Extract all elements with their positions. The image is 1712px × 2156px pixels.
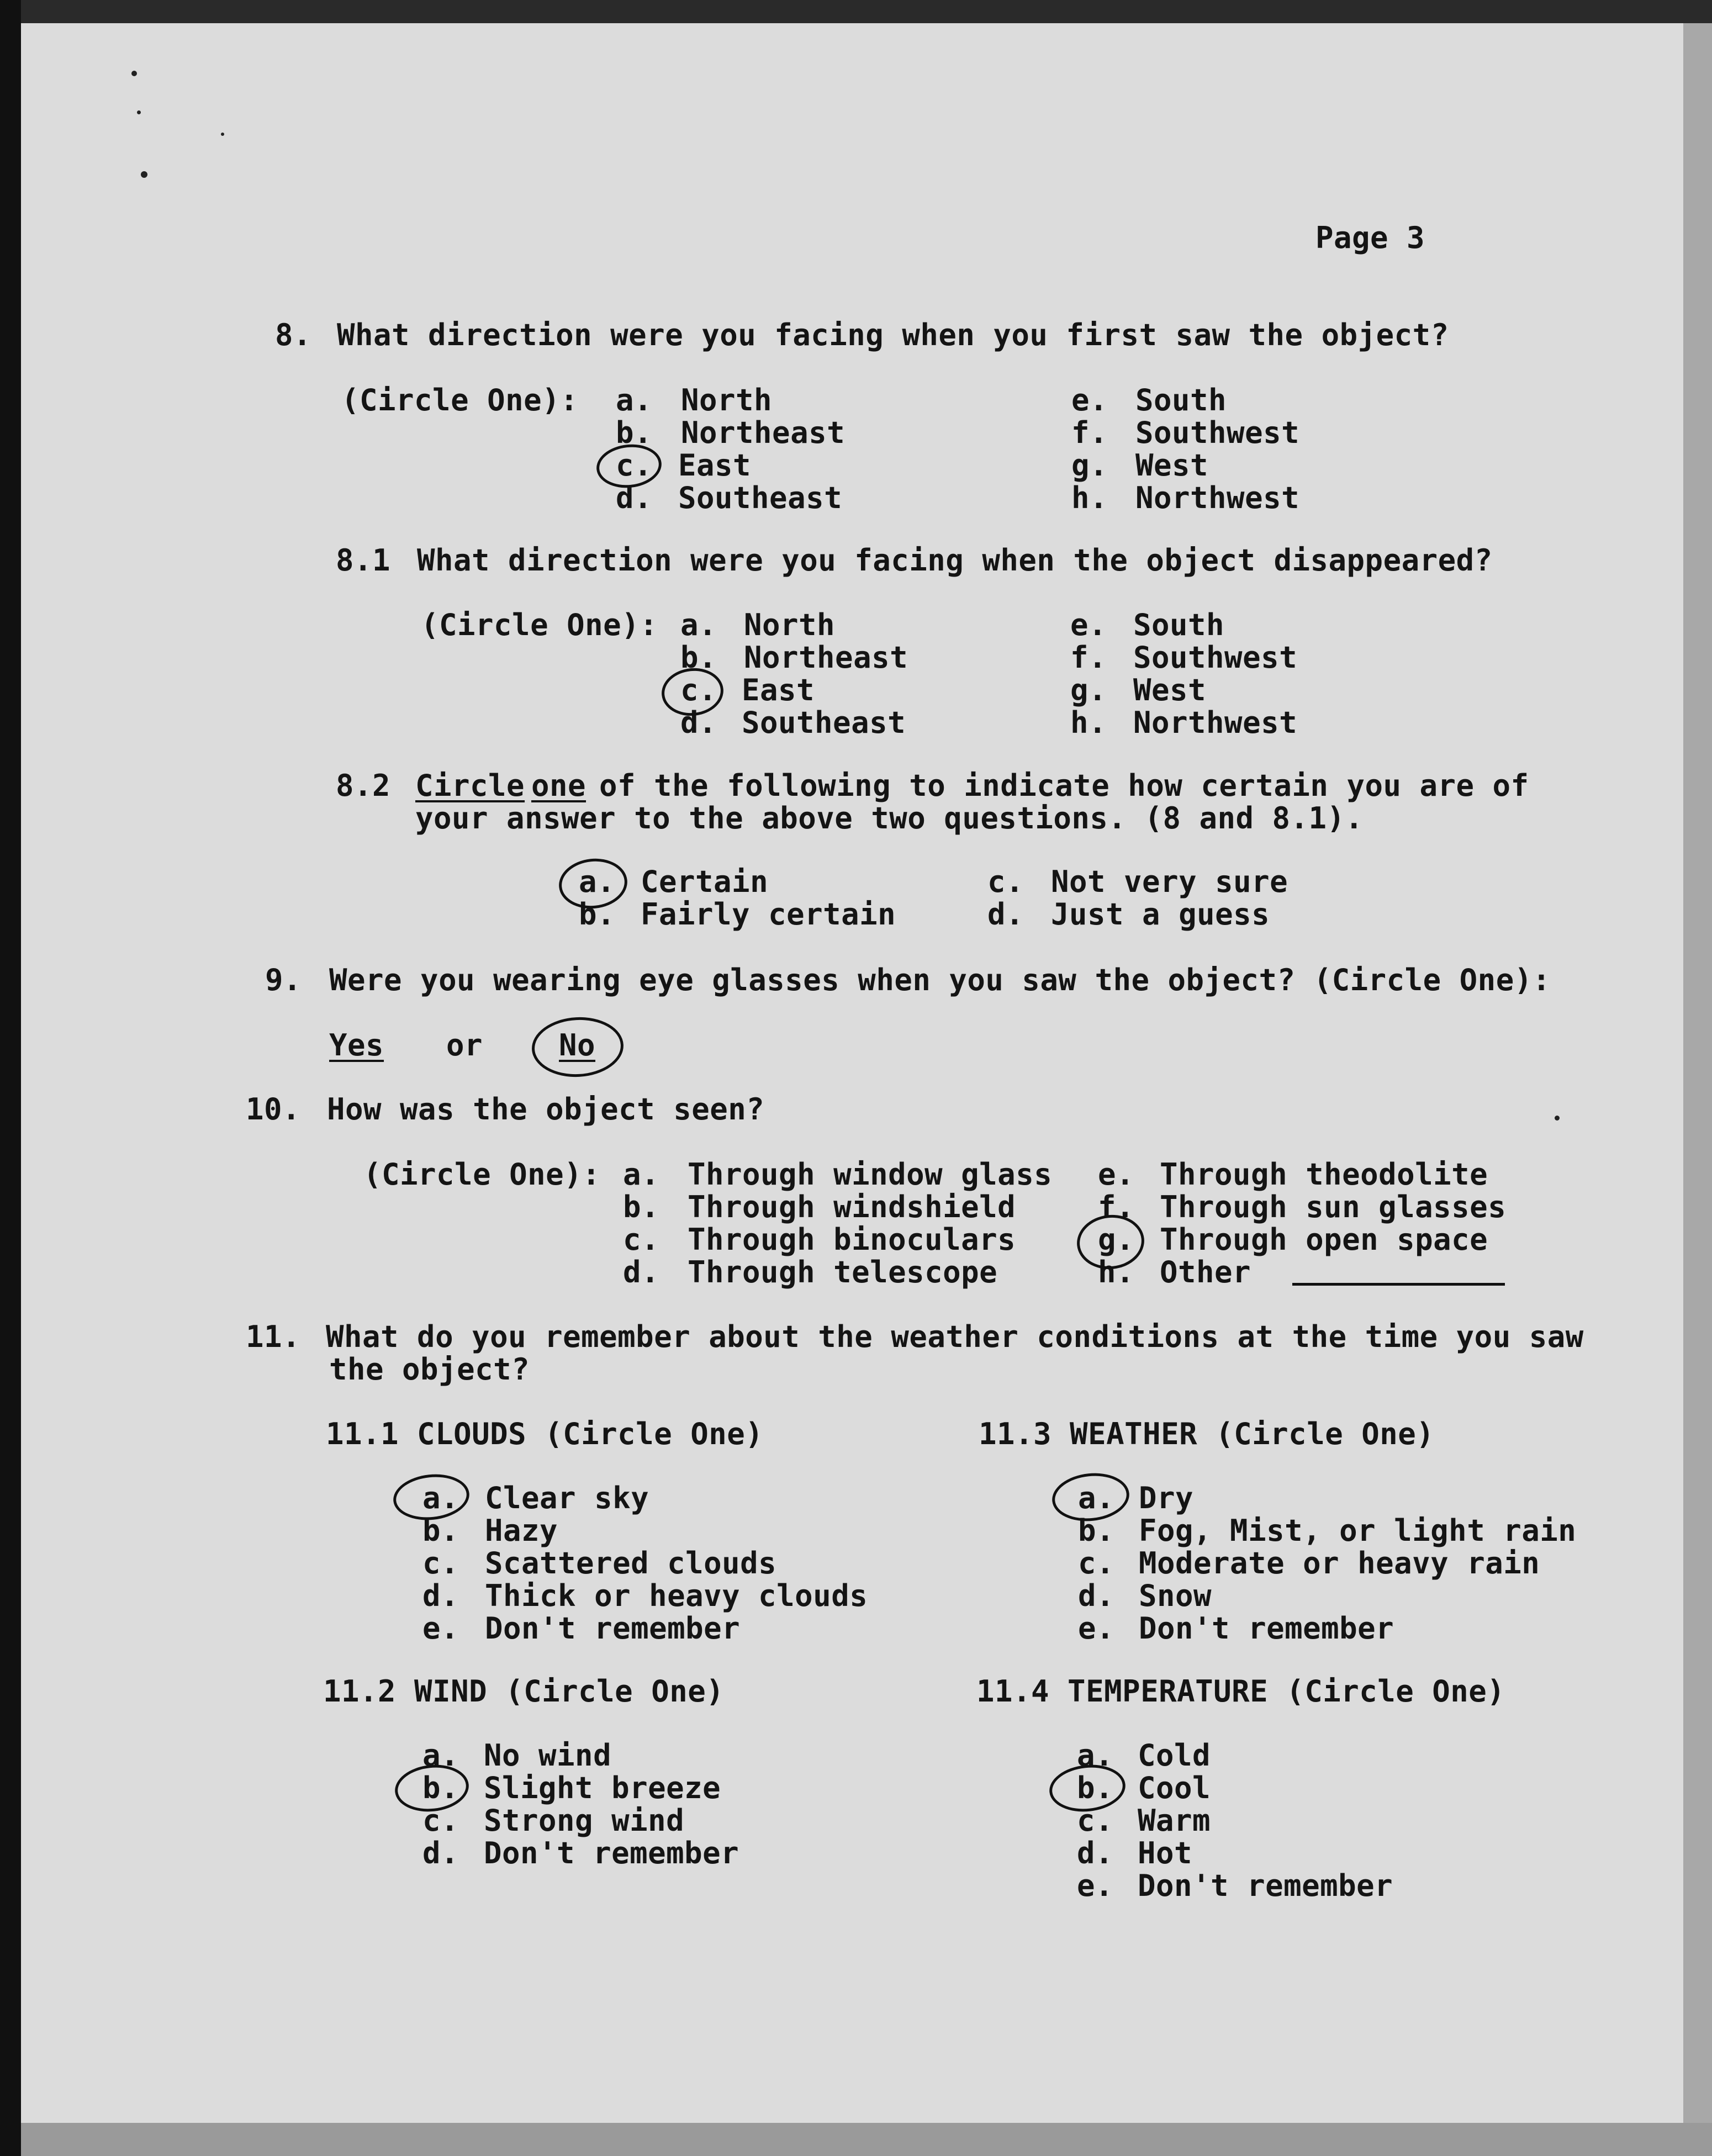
option-label: Through theodolite <box>1160 1157 1488 1192</box>
option-letter: a. <box>1077 1738 1114 1773</box>
option-letter: a. <box>623 1157 660 1192</box>
option-letter: d. <box>1078 1578 1115 1613</box>
option-letter: f. <box>1098 1190 1135 1224</box>
question-number-8-2: 8.2 <box>336 768 391 803</box>
clouds-heading: 11.1 CLOUDS (Circle One) <box>326 1417 764 1451</box>
scan-speck <box>1555 1116 1560 1121</box>
circle-one-instruction: (Circle One): <box>363 1157 601 1192</box>
option-letter: h. <box>1071 480 1108 515</box>
option-letter: e. <box>1077 1868 1114 1903</box>
option-letter: d. <box>987 897 1024 932</box>
option-label: Thick or heavy clouds <box>485 1578 868 1613</box>
option-label: East <box>742 673 815 707</box>
option-label: Through window glass <box>688 1157 1053 1192</box>
option-label: Southwest <box>1135 415 1300 450</box>
option-letter: b. <box>579 897 616 932</box>
scan-border-bottom <box>21 2123 1712 2156</box>
weather-heading: 11.3 WEATHER (Circle One) <box>979 1417 1435 1451</box>
scan-border-left <box>0 0 21 2156</box>
option-letter: e. <box>1071 383 1108 418</box>
scan-speck <box>131 71 137 76</box>
option-letter: b. <box>1077 1771 1114 1805</box>
option-label: Through open space <box>1160 1222 1488 1257</box>
option-label: Through binoculars <box>688 1222 1016 1257</box>
scan-speck <box>141 171 147 178</box>
scan-speck <box>137 110 141 114</box>
option-label: Hot <box>1138 1836 1193 1870</box>
question-11-text: What do you remember about the weather conditions at the time you saw <box>326 1319 1584 1354</box>
question-10-text: How was the object seen? <box>327 1092 765 1127</box>
option-label: Southwest <box>1133 640 1298 675</box>
temperature-heading: 11.4 TEMPERATURE (Circle One) <box>976 1674 1505 1709</box>
option-label: West <box>1133 673 1207 707</box>
scan-border-right <box>1683 23 1712 2123</box>
option-letter: a. <box>422 1738 459 1773</box>
option-letter: f. <box>1071 415 1108 450</box>
other-blank-line <box>1292 1283 1505 1286</box>
option-letter: g. <box>1098 1222 1135 1257</box>
option-label: Through telescope <box>688 1255 998 1290</box>
option-label: Southeast <box>678 480 843 515</box>
option-letter: h. <box>1070 705 1107 740</box>
option-letter: g. <box>1071 448 1108 483</box>
option-label: Other <box>1160 1255 1251 1290</box>
option-letter: d. <box>422 1578 459 1613</box>
option-letter: b. <box>422 1771 459 1805</box>
question-number-8: 8. <box>275 318 312 352</box>
option-letter: h. <box>1098 1255 1135 1290</box>
option-letter: c. <box>680 673 717 707</box>
option-label: Northeast <box>681 415 846 450</box>
answer-or: or <box>446 1028 483 1063</box>
option-label: Cold <box>1138 1738 1211 1773</box>
question-11-text-line2: the object? <box>329 1352 530 1387</box>
option-label: Don't remember <box>1138 1868 1393 1903</box>
scan-border-top <box>0 0 1712 23</box>
circle-one-instruction: (Circle One): <box>421 607 658 642</box>
option-letter: c. <box>616 448 653 483</box>
question-8-1-text: What direction were you facing when the object disappeared? <box>417 543 1493 578</box>
option-label: Moderate or heavy rain <box>1139 1546 1540 1581</box>
option-label: Strong wind <box>484 1803 685 1838</box>
option-label: East <box>678 448 752 483</box>
option-label: Clear sky <box>485 1481 649 1515</box>
option-label: Northeast <box>744 640 908 675</box>
option-letter: d. <box>422 1836 459 1870</box>
option-letter: c. <box>1077 1803 1114 1838</box>
option-label: Southeast <box>742 705 906 740</box>
question-number-9: 9. <box>265 963 302 997</box>
option-letter: f. <box>1070 640 1107 675</box>
option-label: Not very sure <box>1051 864 1288 899</box>
option-letter: d. <box>623 1255 660 1290</box>
option-label: North <box>681 383 773 418</box>
option-letter: c. <box>1078 1546 1115 1581</box>
answer-no: No <box>559 1028 596 1063</box>
question-number-10: 10. <box>246 1092 301 1127</box>
option-letter: d. <box>616 480 653 515</box>
option-letter: b. <box>616 415 653 450</box>
circle-one-instruction: (Circle One): <box>341 383 579 418</box>
option-letter: a. <box>680 607 717 642</box>
option-label: No wind <box>484 1738 612 1773</box>
option-label: Fairly certain <box>641 897 896 932</box>
option-label: Don't remember <box>485 1611 741 1646</box>
option-label: Cool <box>1138 1771 1211 1805</box>
option-label: South <box>1133 607 1225 642</box>
option-letter: c. <box>987 864 1024 899</box>
option-letter: b. <box>422 1513 459 1548</box>
question-9-text: Were you wearing eye glasses when you saw the object? (Circle One): <box>329 963 1551 997</box>
option-label: Hazy <box>485 1513 558 1548</box>
option-letter: e. <box>1098 1157 1135 1192</box>
option-letter: c. <box>623 1222 660 1257</box>
option-letter: c. <box>422 1803 459 1838</box>
option-label: Don't remember <box>1139 1611 1394 1646</box>
answer-yes: Yes <box>329 1028 384 1063</box>
option-letter: g. <box>1070 673 1107 707</box>
option-label: West <box>1135 448 1209 483</box>
question-8-text: What direction were you facing when you first saw the object? <box>337 318 1449 352</box>
option-letter: a. <box>579 864 616 899</box>
option-label: North <box>744 607 836 642</box>
option-label: Don't remember <box>484 1836 739 1870</box>
option-letter: c. <box>422 1546 459 1581</box>
option-letter: b. <box>1078 1513 1115 1548</box>
option-label: Snow <box>1139 1578 1212 1613</box>
option-label: Northwest <box>1135 480 1300 515</box>
option-label: Just a guess <box>1051 897 1270 932</box>
question-number-8-1: 8.1 <box>336 543 391 578</box>
option-letter: d. <box>680 705 717 740</box>
option-label: Northwest <box>1133 705 1298 740</box>
option-letter: a. <box>1078 1481 1115 1515</box>
option-label: Fog, Mist, or light rain <box>1139 1513 1577 1548</box>
option-label: Through sun glasses <box>1160 1190 1507 1224</box>
option-label: Through windshield <box>688 1190 1016 1224</box>
option-label: Slight breeze <box>484 1771 721 1805</box>
option-letter: b. <box>680 640 717 675</box>
option-label: Certain <box>641 864 769 899</box>
option-letter: e. <box>1078 1611 1115 1646</box>
question-number-11: 11. <box>246 1319 301 1354</box>
option-letter: e. <box>1070 607 1107 642</box>
page-number: Page 3 <box>1315 220 1425 255</box>
option-label: South <box>1135 383 1227 418</box>
option-label: Warm <box>1138 1803 1211 1838</box>
question-8-2-text: of the following to indicate how certain you are of <box>599 768 1529 803</box>
option-label: Dry <box>1139 1481 1194 1515</box>
question-8-2-circle-word: Circle <box>415 768 525 803</box>
scan-speck <box>221 133 224 136</box>
option-letter: d. <box>1077 1836 1114 1870</box>
option-letter: e. <box>422 1611 459 1646</box>
question-8-2-one-word: one <box>531 768 586 803</box>
wind-heading: 11.2 WIND (Circle One) <box>323 1674 725 1709</box>
option-label: Scattered clouds <box>485 1546 777 1581</box>
option-letter: a. <box>422 1481 459 1515</box>
question-8-2-text-line2: your answer to the above two questions. (8 and 8.1). <box>415 801 1364 836</box>
option-letter: b. <box>623 1190 660 1224</box>
option-letter: a. <box>616 383 653 418</box>
